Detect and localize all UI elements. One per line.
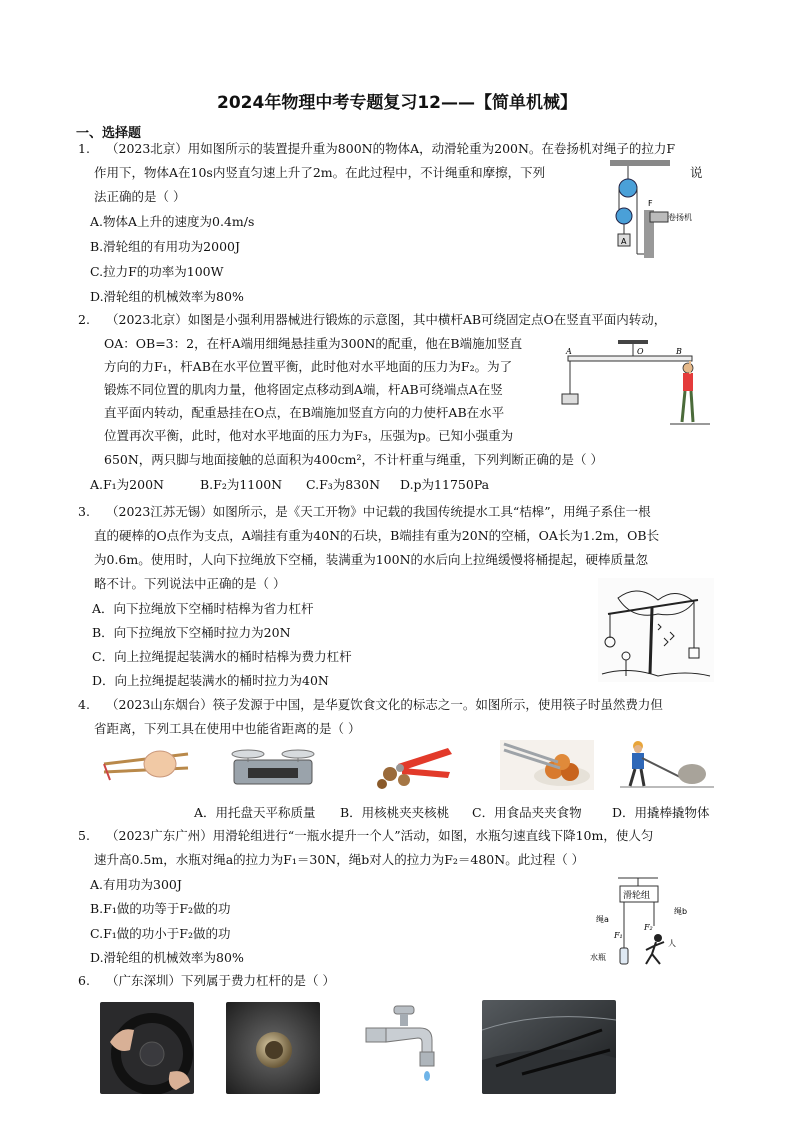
steering-wheel-image <box>100 1002 194 1094</box>
q3-line: 为0.6m。使用时，人向下拉绳放下空桶，装满重为100N的水后向上拉绳缓慢将桶提起，硬棒质量忽 <box>94 552 649 567</box>
label-o: O <box>637 347 644 356</box>
pulley-set-figure <box>588 876 708 970</box>
q2-option-c: C.F₃为830N <box>306 477 381 492</box>
q3-line: （2023江苏无锡）如图所示，是《天工开物》中记载的我国传统提水工具“桔槔”，用绳子系住一根 <box>106 504 651 519</box>
q1-line: 说 <box>690 165 703 180</box>
q2-option-b: B.F₂为1100N <box>200 477 283 492</box>
fixed-pulley <box>619 179 637 197</box>
q4-line: （2023山东烟台）筷子发源于中国，是华夏饮食文化的标志之一。如图所示，使用筷子时虽然费力但 <box>106 697 663 712</box>
door-knob-image <box>226 1002 320 1094</box>
nutcracker-image <box>368 742 462 790</box>
q1-option-a: A.物体A上升的速度为0.4m/s <box>90 214 255 229</box>
well-sweep-woodcut <box>598 578 714 682</box>
q6-number: 6. <box>78 973 90 988</box>
section-heading: 一、选择题 <box>76 126 142 141</box>
label-bottle: 水瓶 <box>590 953 606 962</box>
q1-line: （2023北京）用如图所示的装置提升重为800N的物体A，动滑轮重为200N。在卷扬机对绳子的拉力F <box>106 141 676 156</box>
q5-line: 速升高0.5m，水瓶对绳a的拉力为F₁＝30N，绳b对人的拉力为F₂＝480N。此过程（ ） <box>94 852 585 867</box>
water-faucet-image <box>360 1004 452 1094</box>
q2-line: 方向的力F₁，杆AB在水平位置平衡，此时他对水平地面的压力为F₂。为了 <box>104 359 513 374</box>
q3-line: 略不计。下列说法中正确的是（ ） <box>94 576 286 591</box>
q4-option-c: C．用食品夹夹食物 <box>472 805 582 820</box>
q5-option-c: C.F₁做的功小于F₂做的功 <box>90 926 231 941</box>
chopsticks-image <box>100 740 192 786</box>
q2-line: 位置再次平衡，此时，他对水平地面的压力为F₃，压强为p。已知小强重为 <box>104 428 514 443</box>
crowbar-image <box>620 738 714 790</box>
q4-number: 4. <box>78 697 90 712</box>
label-rope-b: 绳b <box>674 907 688 916</box>
winch-box <box>650 212 668 222</box>
q1-option-c: C.拉力F的功率为100W <box>90 264 224 279</box>
q3-option-a: A．向下拉绳放下空桶时桔槔为省力杠杆 <box>92 601 314 616</box>
bar-ab <box>568 356 692 361</box>
q3-line: 直的硬棒的O点作为支点，A端挂有重为40N的石块，B端挂有重为20N的空桶，OA长为1.2m，OB长 <box>94 528 660 543</box>
q3-option-b: B．向下拉绳放下空桶时拉力为20N <box>92 625 291 640</box>
label-rope-a: 绳a <box>596 915 609 924</box>
pulley-winch-figure <box>598 158 728 270</box>
car-wiper-image <box>482 1000 616 1094</box>
person-figure <box>654 934 662 942</box>
q3-number: 3. <box>78 504 90 519</box>
q2-line: OA：OB=3：2，在杆A端用细绳悬挂重为300N的配重，他在B端施加竖直 <box>104 336 523 351</box>
label-a: A <box>621 237 627 246</box>
page-title: 2024年物理中考专题复习12——【简单机械】 <box>217 93 577 113</box>
person-torso <box>683 373 693 391</box>
q2-line: 直平面内转动，配重悬挂在O点，在B端施加竖直方向的力使杆AB在水平 <box>104 405 505 420</box>
q1-number: 1. <box>78 141 90 156</box>
movable-pulley <box>616 208 632 224</box>
food-tongs-image <box>500 740 594 790</box>
q2-option-d: D.p为11750Pa <box>400 477 490 492</box>
ceiling-mount <box>610 160 670 166</box>
q4-line: 省距离，下列工具在使用中也能省距离的是（ ） <box>94 721 361 736</box>
water-bottle <box>620 948 628 964</box>
label-pulley-box: 滑轮组 <box>623 891 651 901</box>
q2-line: （2023北京）如图是小强利用器械进行锻炼的示意图，其中横杆AB可绕固定点O在竖直平面内转动， <box>106 312 667 327</box>
q1-line: 法正确的是（ ） <box>94 189 186 204</box>
q4-option-a: A．用托盘天平称质量 <box>194 805 316 820</box>
fixed-support <box>618 340 648 344</box>
q4-option-d: D．用撬棒撬物体 <box>612 805 710 820</box>
tree-trunk <box>650 608 652 674</box>
q2-number: 2. <box>78 312 90 327</box>
q1-option-b: B.滑轮组的有用功为2000J <box>90 239 240 254</box>
label-b: B <box>676 347 682 356</box>
q5-option-b: B.F₁做的功等于F₂做的功 <box>90 901 231 916</box>
q4-option-b: B．用核桃夹夹核桃 <box>340 805 450 820</box>
q3-option-c: C．向上拉绳提起装满水的桶时桔槔为费力杠杆 <box>92 649 352 664</box>
q3-option-d: D．向上拉绳提起装满水的桶时拉力为40N <box>92 673 329 688</box>
label-person: 人 <box>668 939 676 948</box>
counterweight <box>562 394 578 404</box>
lever-exercise-figure <box>560 338 732 430</box>
q6-line: （广东深圳）下列属于费力杠杆的是（ ） <box>106 973 335 988</box>
q1-line: 作用下，物体A在10s内竖直匀速上升了2m。在此过程中，不计绳重和摩擦，下列 <box>94 165 546 180</box>
label-a: A <box>566 347 572 356</box>
q2-option-a: A.F₁为200N <box>90 477 164 492</box>
q5-option-a: A.有用功为300J <box>90 877 182 892</box>
label-f2: F₂ <box>644 923 653 932</box>
label-f: F <box>648 199 653 208</box>
q2-line: 650N，两只脚与地面接触的总面积为400cm²，不计杆重与绳重，下列判断正确的是（ ） <box>104 452 603 467</box>
q2-line: 锻炼不同位置的肌肉力量，他将固定点移动到A端，杆AB可绕端点A在竖 <box>104 382 503 397</box>
q1-option-d: D.滑轮组的机械效率为80% <box>90 289 244 304</box>
q5-option-d: D.滑轮组的机械效率为80% <box>90 950 244 965</box>
q5-line: （2023广东广州）用滑轮组进行“一瓶水提升一个人”活动，如图，水瓶匀速直线下降10m，使人匀 <box>106 828 654 843</box>
label-f1: F₁ <box>614 931 623 940</box>
q5-number: 5. <box>78 828 90 843</box>
balance-scale-image <box>226 738 320 788</box>
label-winch: 卷扬机 <box>668 213 692 222</box>
person-head <box>683 363 693 373</box>
